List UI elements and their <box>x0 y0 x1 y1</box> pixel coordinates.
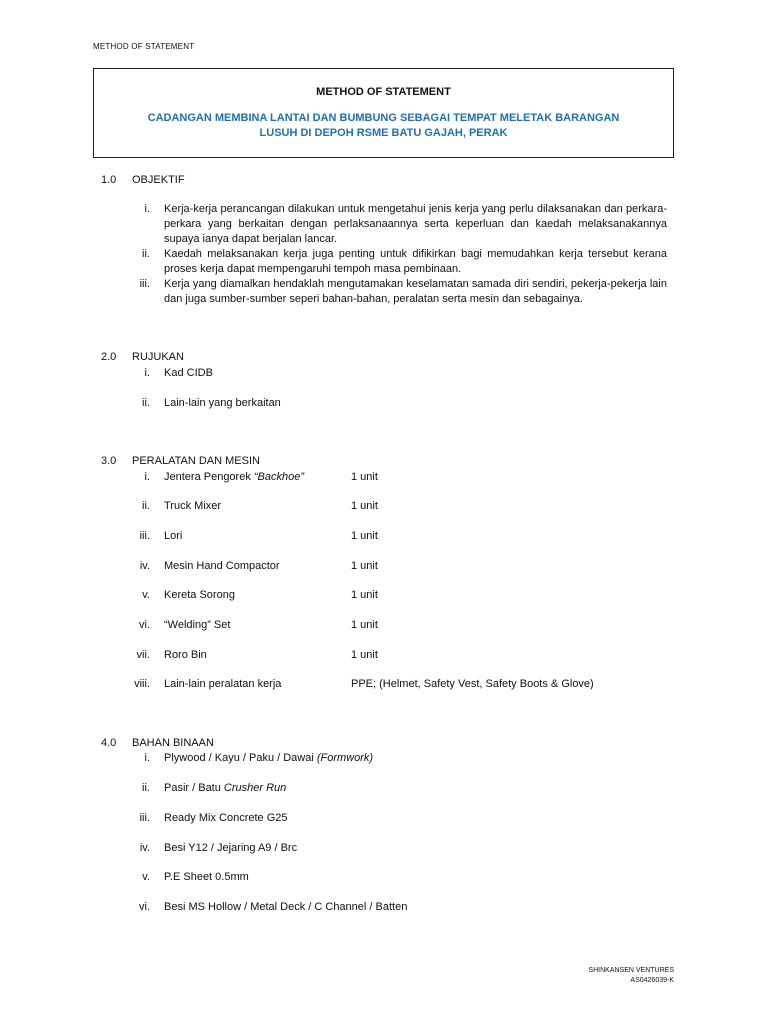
item-quantity: 1 unit <box>351 619 378 631</box>
section-number: 1.0 <box>101 174 117 186</box>
item-quantity: 1 unit <box>351 560 378 572</box>
item-text: P.E Sheet 0.5mm <box>164 871 249 883</box>
item-number: iv. <box>139 560 150 572</box>
item-number: viii. <box>134 678 150 690</box>
item-number: ii. <box>142 500 150 512</box>
section-title: PERALATAN DAN MESIN <box>132 455 260 467</box>
section-heading <box>101 737 214 749</box>
item-text <box>164 471 304 483</box>
page-footer <box>588 966 674 986</box>
item-number: iii. <box>139 530 150 542</box>
item-text: Kad CIDB <box>164 367 213 379</box>
item-quantity: 1 unit <box>351 589 378 601</box>
item-number: iv. <box>139 842 150 854</box>
section-number: 3.0 <box>101 455 117 467</box>
subtitle-line-2: LUSUH DI DEPOH RSME BATU GAJAH, PERAK <box>259 127 508 139</box>
section-title: RUJUKAN <box>132 351 184 363</box>
item-text-main: Jentera Pengorek <box>164 471 254 483</box>
item-text: Kaedah melaksanakan kerja juga penting untuk difikirkan bagi memudahkan kerja tersebut kerana proses kerja dapat mempengaruhi tempoh masa pembinaan. <box>164 248 667 275</box>
document-subtitle <box>94 111 673 141</box>
section-number: 4.0 <box>101 737 117 749</box>
item-text-italic: “Backhoe” <box>253 471 305 483</box>
item-number: i. <box>144 471 150 483</box>
footer-company: SHINKANSEN VENTURES <box>588 967 674 974</box>
item-number: vi. <box>139 901 150 913</box>
item-number: i. <box>144 752 150 764</box>
item-text: Kerja-kerja perancangan dilakukan untuk mengetahui jenis kerja yang perlu dilaksanakan dan perkara-perkara yang berkaitan dengan perlaksanaannya serta keperluan dan kaedah melaksanakannya supaya ianya dapat berjalan lancar. <box>164 203 667 245</box>
item-text-main: Pasir / Batu <box>164 782 224 794</box>
item-text: Kerja yang diamalkan hendaklah mengutamakan keselamatan samada diri sendiri, pekerja-pekerja lain dan juga sumber-sumber seperi bahan-bahan, peralatan serta mesin dan sebagainya. <box>164 278 667 305</box>
section-title: BAHAN BINAAN <box>132 737 214 749</box>
section-heading <box>101 351 184 363</box>
item-quantity: 1 unit <box>351 471 378 483</box>
item-quantity: 1 unit <box>351 649 378 661</box>
item-text <box>164 782 286 794</box>
item-text: Roro Bin <box>164 649 207 661</box>
document-title: METHOD OF STATEMENT <box>316 86 451 98</box>
item-number: iii. <box>139 278 150 290</box>
item-quantity: PPE; (Helmet, Safety Vest, Safety Boots & Glove) <box>351 678 594 690</box>
item-number: vii. <box>136 649 150 661</box>
item-text-italic: Crusher Run <box>223 782 287 794</box>
section-heading <box>101 455 260 467</box>
title-box <box>93 68 674 158</box>
subtitle-line-1: CADANGAN MEMBINA LANTAI DAN BUMBUNG SEBAGAI TEMPAT MELETAK BARANGAN <box>147 112 620 124</box>
item-number: i. <box>144 367 150 379</box>
item-text: Besi MS Hollow / Metal Deck / C Channel / Batten <box>164 901 408 913</box>
item-quantity: 1 unit <box>351 500 378 512</box>
item-number: vi. <box>139 619 150 631</box>
item-number: iii. <box>139 812 150 824</box>
item-text-italic: (Formwork) <box>316 752 374 764</box>
item-number: ii. <box>142 782 150 794</box>
item-number: ii. <box>142 248 150 260</box>
item-text: Truck Mixer <box>164 500 222 512</box>
item-number: v. <box>142 589 150 601</box>
item-text: Kereta Sorong <box>164 589 235 601</box>
item-text: Mesin Hand Compactor <box>164 560 280 572</box>
item-text: Lori <box>164 530 183 542</box>
item-number: v. <box>142 871 150 883</box>
item-text-main: Plywood / Kayu / Paku / Dawai <box>164 752 317 764</box>
footer-registration: AS0426039-K <box>630 977 674 984</box>
item-quantity: 1 unit <box>351 530 378 542</box>
item-text: Ready Mix Concrete G25 <box>164 812 288 824</box>
item-text: “Welding” Set <box>164 619 231 631</box>
item-text: Lain-lain peralatan kerja <box>164 678 282 690</box>
item-text: Besi Y12 / Jejaring A9 / Brc <box>164 842 298 854</box>
item-text: Lain-lain yang berkaitan <box>164 397 281 409</box>
section-number: 2.0 <box>101 351 117 363</box>
item-number: i. <box>144 203 150 215</box>
item-text <box>164 752 373 764</box>
item-number: ii. <box>142 397 150 409</box>
section-title: OBJEKTIF <box>132 174 185 186</box>
section-heading <box>101 174 185 186</box>
running-header: METHOD OF STATEMENT <box>93 42 195 51</box>
